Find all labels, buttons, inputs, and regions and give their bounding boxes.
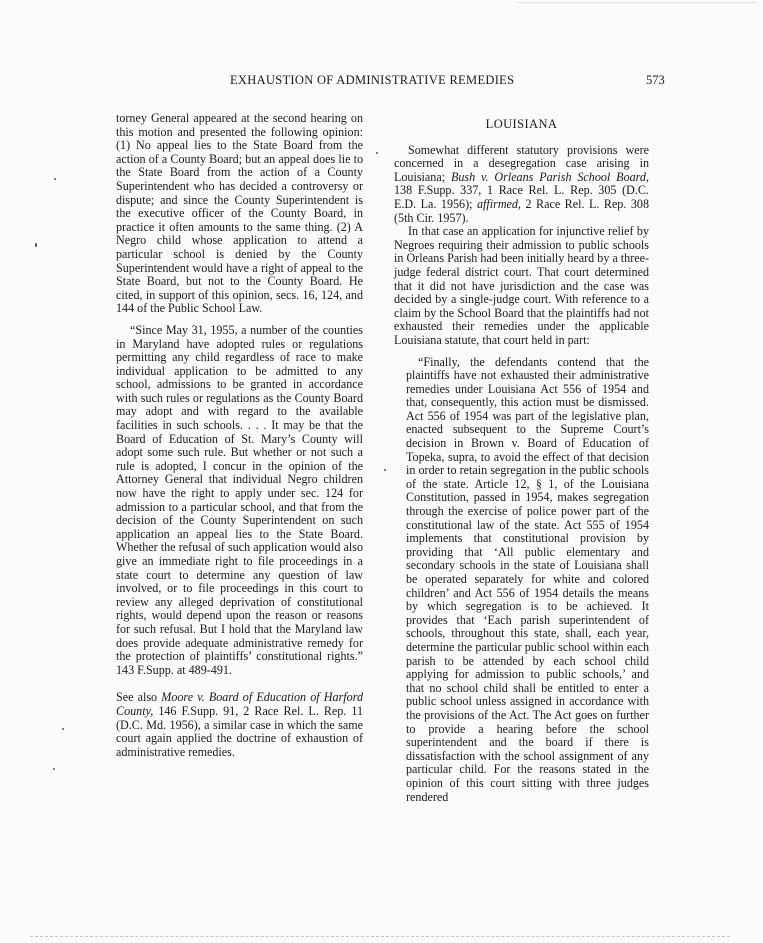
bush-lead: Somewhat different statutory provisions were concerned in a desegregation case arising in Louisiana; [394, 142, 649, 184]
scan-speck [53, 768, 55, 770]
right-column [394, 112, 649, 804]
section-title-louisiana: LOUISIANA [485, 117, 558, 131]
left-column [116, 112, 363, 759]
bush-appeal-citation: 2 Race Rel. L. Rep. 308 (5th Cir. 1957). [394, 196, 650, 225]
scan-speck [35, 243, 37, 247]
affirmed-word: affirmed, [476, 196, 521, 211]
see-also-citation: 146 F.Supp. 91, 2 Race Rel. L. Rep. 11 (D.C. Md. 1956), a similar case in which the same court again applied the doctrine of exhaustion of administrative remedies. [116, 703, 363, 759]
scan-speck [384, 469, 386, 471]
bush-citation: 138 F.Supp. 337, 1 Race Rel. L. Rep. 305 (D.C. E.D. La. 1956); [394, 183, 649, 211]
block-quote: “Finally, the defendants contend that the plaintiffs have not exhausted their administrative remedies under Louisiana Act 556 of 1954 and that, consequently, this action must be dismissed. Act 556 of 1954 was part of the legislative plan, enacted subsequent to the Supreme Court’s decision in Brown v. Board of Education of Topeka, supra, to avoid the effect of that decision in order to retain segregation in the public schools of the state. Article 12, § 1, of the Louisiana Constitution, passed in 1954, makes segregation through the exercise of police power part of the constitutional law of the state. Act 555 of 1954 implements that constitutional provision by providing that ‘All public elementary and secondary schools in the state of Louisiana shall be operated separately for white and colored children’ and Act 556 of 1954 details the means by which segregation is to be achieved. It provides that ‘Each parish superintendent of schools, throughout this state, shall, each year, determine the particular public school within each parish to be attended by each school child applying for admission to public schools,’ and that no school child shall be entitled to enter a public school unless assigned in accordance with the provisions of the Act. The Act goes on further to provide a hearing before the school superintendent and the board if there is dissatisfaction with the school assignment of any particular child. For the reasons stated in the opinion of this court sitting with three judges rendered [406, 354, 649, 804]
right-paragraph-2: In that case an application for injunctive relief by Negroes requiring their admission to public schools in Orleans Parish had been initially heard by a three-judge federal district court. That court determined that it did not have jurisdiction and the case was decided by a single-judge court. With reference to a claim by the School Board that the plaintiffs had not exhausted their remedies under the applicable Louisiana statute, that court held in part: [394, 224, 649, 347]
left-paragraph-2: “Since May 31, 1955, a number of the counties in Maryland have adopted rules or regulations permitting any child regardless of race to make individual application to be admitted to any school, admissions to be granted in accordance with such rules or regulations as the County Board may adopt and with regard to the available facilities in such schools. . . . It may be that the Board of Education of St. Mary’s County will adopt some such rule. But whether or not such a rule is adopted, I concur in the opinion of the Attorney General that individual Negro children now have the right to apply under sec. 124 for admission to a particular school, and that from the decision of the County Superintendent on such application an appeal lies to the State Board. Whether the refusal of such application would also give an immediate right to file proceedings in a state court to determine any question of law involved, or to file proceedings in this court to review any alleged deprivation of constitutional rights, would depend upon the reason or reasons for such refusal. But I hold that the Maryland law does provide adequate administrative remedy for the protection of plaintiffs’ constitutional rights.” 143 F.Supp. at 489-491. [116, 322, 363, 677]
left-paragraph-1: torney General appeared at the second hearing on this motion and presented the following opinion: (1) No appeal lies to the State Board from the action of a County Board; but an appeal does lie to the State Board from the action of a County Superintendent who has decided a controversy or dispute; and since the County Superintendent is the executive officer of the County Board, in practice it often amounts to the same thing. (2) A Negro child whose application to attend a particular school is denied by the County Superintendent would have a right of appeal to the State Board, but not to the County Board. He cited, in support of this opinion, secs. 16, 124, and 144 of the Public School Law. [116, 111, 363, 316]
scan-artifact-top [517, 2, 757, 4]
scan-speck [54, 178, 56, 180]
left-paragraph-3 [116, 691, 363, 759]
case-name-bush: Bush v. Orleans Parish School Board, [450, 169, 649, 184]
scan-speck [376, 152, 378, 154]
page-number: 573 [646, 73, 665, 87]
scan-artifact-bottom [30, 936, 730, 939]
page-header [0, 73, 763, 89]
scan-speck [62, 728, 64, 730]
right-paragraph-1 [394, 144, 649, 226]
see-also-lead: See also [116, 690, 162, 705]
running-head: EXHAUSTION OF ADMINISTRATIVE REMEDIES [230, 73, 515, 87]
case-name-moore: Moore v. Board of Education of Harford County, [116, 690, 363, 718]
